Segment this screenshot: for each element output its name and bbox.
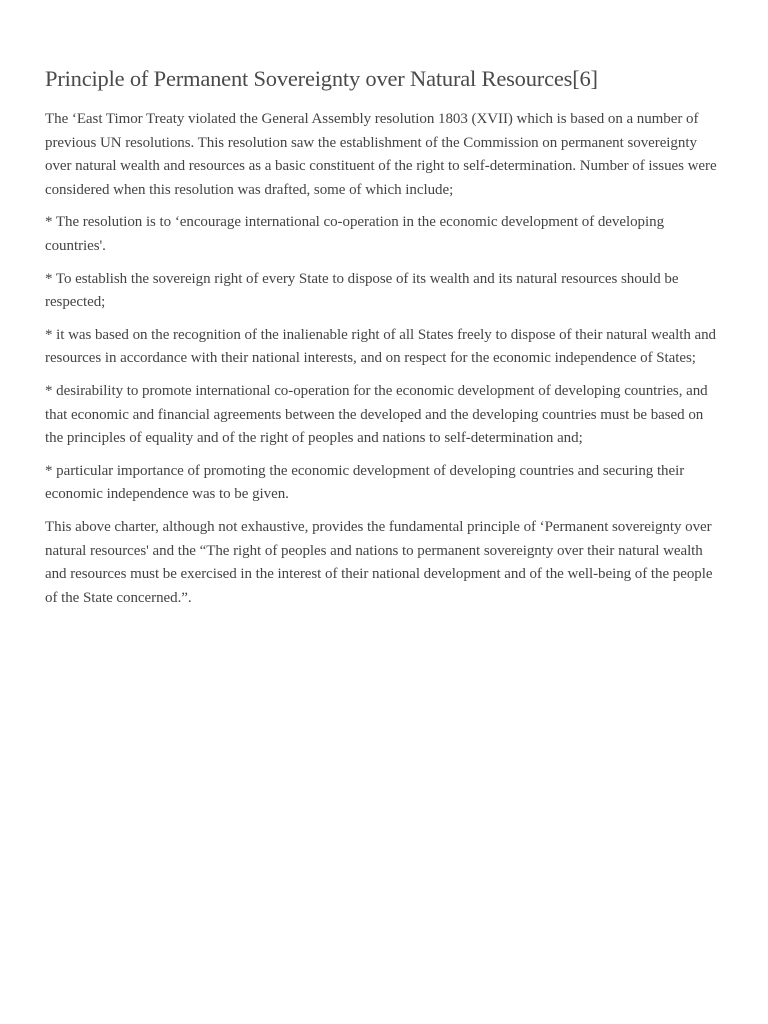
document-title: Principle of Permanent Sovereignty over Natural Resources[6] — [45, 66, 598, 91]
bullet-paragraph: * To establish the sovereign right of every State to dispose of its wealth and its natural resources should be respected; — [45, 270, 679, 311]
document-page — [45, 62, 725, 619]
intro-paragraph: The ‘East Timor Treaty violated the General Assembly resolution 1803 (XVII) which is based on a number of previous UN resolutions. This resolution saw the establishment of the Commission on permanent sovereignty over natural wealth and resources as a basic constituent of the right to self-determination. Number of issues were considered when this resolution was drafted, some of which include; — [45, 111, 717, 198]
bullet-paragraph: * desirability to promote international co-operation for the economic development of developing countries, and that economic and financial agreements between the developed and the developing countries must be based on the principles of equality and of the right of peoples and nations to self-determination and; — [45, 382, 708, 447]
conclusion-paragraph: This above charter, although not exhaustive, provides the fundamental principle of ‘Permanent sovereignty over natural resources' and the “The right of peoples and nations to permanent sovereignty over their natural wealth and resources must be exercised in the interest of their national development and of the well-being of the people of the State concerned.”. — [45, 518, 713, 606]
bullet-paragraph: * particular importance of promoting the economic development of developing countries and securing their economic independence was to be given. — [45, 462, 685, 503]
bullet-paragraph: * it was based on the recognition of the inalienable right of all States freely to dispose of their natural wealth and resources in accordance with their national interests, and on respect for the economic independence of States; — [45, 326, 716, 367]
bullet-paragraph: * The resolution is to ‘encourage international co-operation in the economic development of developing countries'. — [45, 214, 665, 254]
